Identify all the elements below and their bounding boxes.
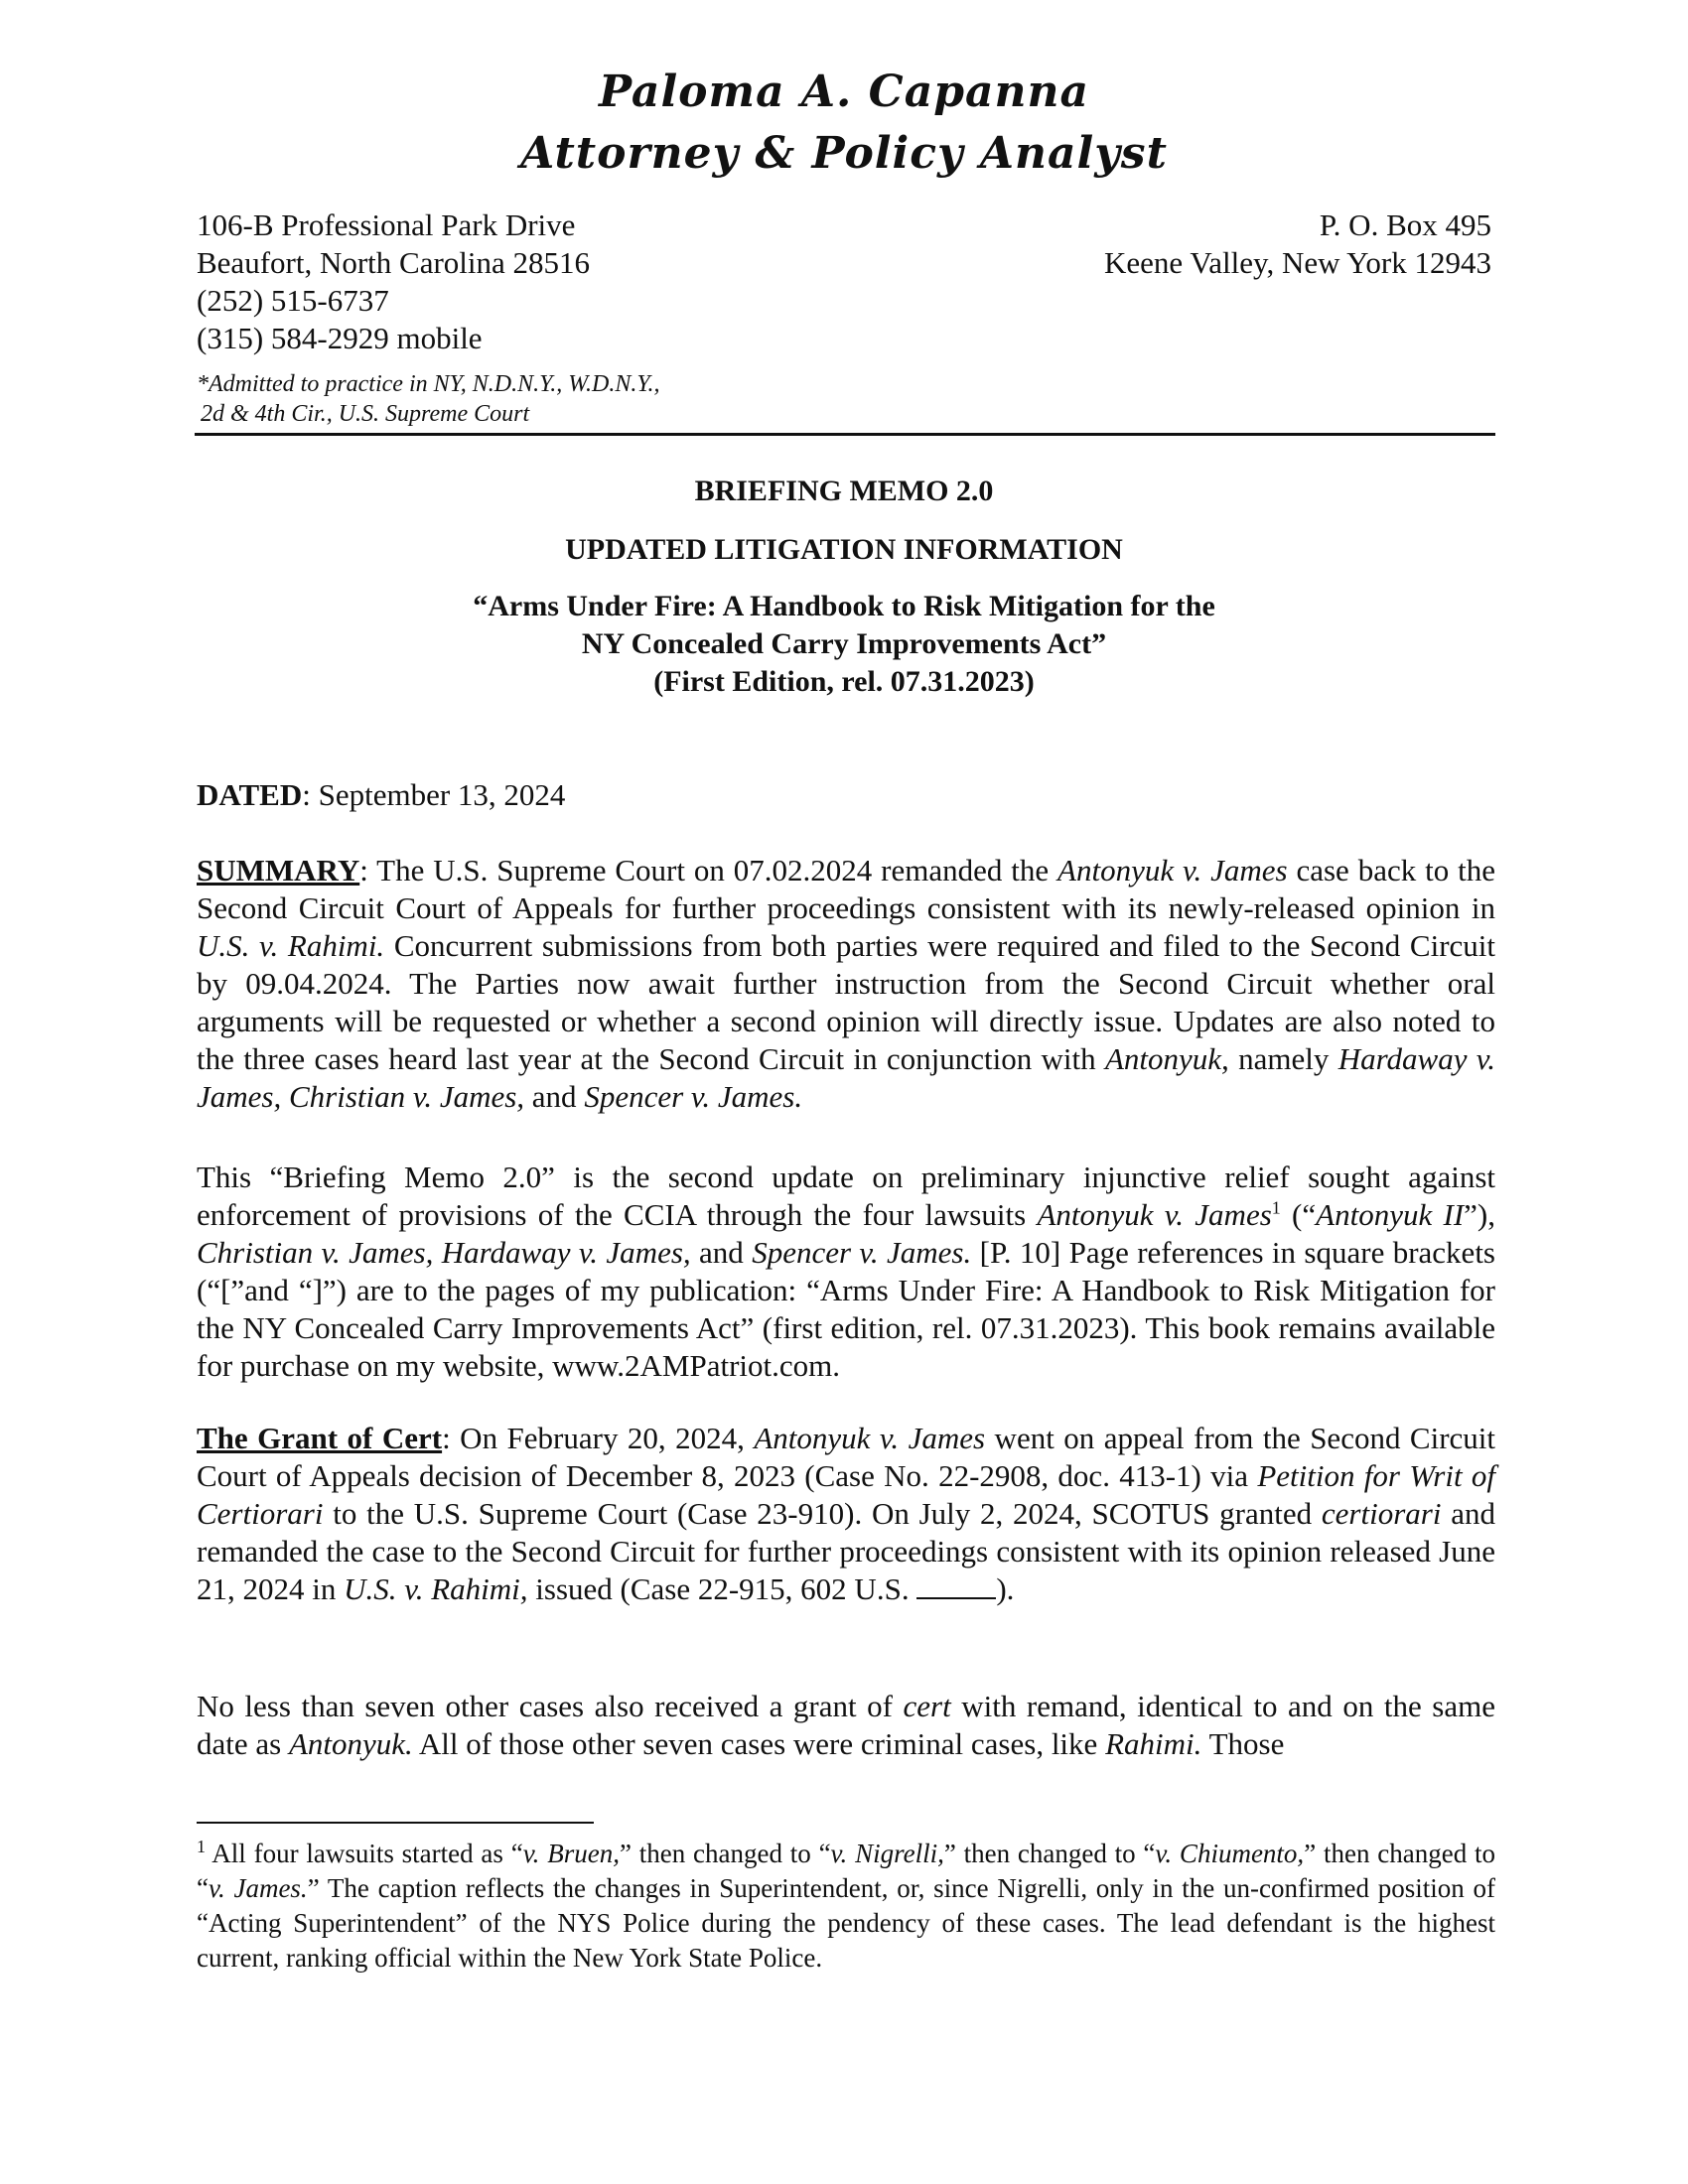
- memo-title: BRIEFING MEMO 2.0: [694, 475, 994, 507]
- text-run: : On February 20, 2024,: [442, 1421, 755, 1455]
- text-run: went on appeal from the Second Circuit Court of Appeals decision of December 8, 2023 (Case No. 22-2908, doc. 413-1) via: [197, 1421, 1496, 1493]
- case-name: U.S. v. Rahimi,: [344, 1571, 528, 1606]
- case-name: Antonyuk v. James: [1037, 1197, 1272, 1232]
- grant-paragraph: [197, 1420, 1495, 1608]
- text-run: ” then changed to “: [619, 1839, 831, 1868]
- text-run: All four lawsuits started as “: [206, 1839, 523, 1868]
- dated-line: [197, 776, 1495, 814]
- footnote-divider: [197, 1822, 594, 1824]
- text-run: No less than seven other cases also received a grant of: [197, 1689, 904, 1723]
- book-edition: (First Edition, rel. 07.31.2023): [653, 665, 1035, 698]
- case-name: Spencer v. James.: [752, 1235, 972, 1270]
- address-line: Keene Valley, New York 12943: [1103, 245, 1491, 280]
- term: cert: [903, 1689, 951, 1723]
- address-right: [1104, 206, 1491, 282]
- text-run: with remand, identical to and on the same date as: [197, 1689, 1495, 1761]
- dated-label: DATED: [197, 777, 303, 812]
- text-run: : The U.S. Supreme Court on 07.02.2024 remanded the: [359, 853, 1058, 887]
- seven-cases-paragraph: [197, 1688, 1495, 1763]
- letterhead-name: Paloma A. Capanna: [599, 67, 1089, 117]
- book-title-line: NY Concealed Carry Improvements Act”: [581, 627, 1107, 660]
- case-name: Spencer v. James.: [584, 1079, 803, 1114]
- header-divider: [195, 433, 1495, 436]
- case-name: v. James.: [208, 1873, 308, 1903]
- phone: (252) 515-6737: [197, 283, 389, 318]
- admission-note: [197, 369, 660, 429]
- text-run: and remanded the case to the Second Circuit for further proceedings consistent with its opinion released June 21, 2024 in: [197, 1496, 1495, 1606]
- text-run: (“: [1280, 1197, 1317, 1232]
- case-name: Antonyuk v. James: [1057, 853, 1288, 887]
- address-line: P. O. Box 495: [1319, 207, 1491, 242]
- case-name: certiorari: [1321, 1496, 1442, 1531]
- text-run: All of those other seven cases were criminal cases, like: [412, 1726, 1106, 1761]
- text-run: Concurrent submissions from both parties were required and filed to the Second Circuit by 09.04.2024. The Parties now await further instruction from the Second Circuit whether oral arguments will be requested or whether a second opinion will directly issue. Updates are also noted to the three cases heard last year at the Second Circuit in conjunction with: [197, 928, 1495, 1076]
- text-run: case back to the Second Circuit Court of Appeals for further proceedings consistent with its newly-released opinion in: [197, 853, 1495, 925]
- case-name: Christian v. James, Hardaway v. James,: [197, 1235, 691, 1270]
- summary-label: SUMMARY: [197, 853, 360, 887]
- dated-value: : September 13, 2024: [302, 777, 566, 812]
- book-title-line: “Arms Under Fire: A Handbook to Risk Mitigation for the: [473, 590, 1215, 622]
- summary-paragraph: [197, 852, 1495, 1116]
- admission-line: *Admitted to practice in NY, N.D.N.Y., W.D.N.Y.,: [197, 371, 660, 397]
- text-run: and: [524, 1079, 585, 1114]
- footnote-reference[interactable]: 1: [1271, 1197, 1281, 1218]
- text-run: and: [690, 1235, 753, 1270]
- memo-subtitle: UPDATED LITIGATION INFORMATION: [565, 533, 1123, 566]
- address-left: [197, 206, 590, 357]
- text-run: Those: [1201, 1726, 1285, 1761]
- footnote: [197, 1837, 1495, 1976]
- text-run: issued (Case 22-915, 602 U.S.: [527, 1571, 917, 1606]
- text-run: ” then changed to “: [197, 1839, 1495, 1903]
- case-name: Rahimi.: [1105, 1726, 1202, 1761]
- case-name: Antonyuk.: [288, 1726, 413, 1761]
- text-run: to the U.S. Supreme Court (Case 23-910). On July 2, 2024, SCOTUS granted: [323, 1496, 1322, 1531]
- case-name: v. Chiumento,: [1155, 1839, 1305, 1868]
- grant-label: The Grant of Cert: [197, 1421, 443, 1455]
- book-title: [0, 588, 1688, 701]
- case-name: U.S. v. Rahimi.: [197, 928, 385, 963]
- text-run: namely: [1228, 1041, 1338, 1076]
- address-line: 106-B Professional Park Drive: [197, 207, 576, 242]
- text-run: This “Briefing Memo 2.0” is the second update on preliminary injunctive relief sought against enforcement of provisions of the CCIA through the four lawsuits: [197, 1160, 1495, 1232]
- phone-mobile: (315) 584-2929 mobile: [197, 321, 483, 355]
- case-name: Antonyuk v. James: [754, 1421, 986, 1455]
- letterhead: [0, 62, 1688, 184]
- case-name: v. Nigrelli,: [830, 1839, 944, 1868]
- letterhead-title: Attorney & Policy Analyst: [520, 127, 1168, 179]
- case-name: Petition for Writ of Certiorari: [197, 1458, 1495, 1531]
- case-name: Antonyuk,: [1104, 1041, 1229, 1076]
- case-name: Hardaway v. James, Christian v. James,: [197, 1041, 1495, 1114]
- citation-blank: [916, 1596, 996, 1599]
- briefing-paragraph: [197, 1159, 1495, 1385]
- admission-line: 2d & 4th Cir., U.S. Supreme Court: [201, 401, 530, 427]
- case-name: v. Bruen,: [522, 1839, 620, 1868]
- address-line: Beaufort, North Carolina 28516: [197, 245, 591, 280]
- case-name: Antonyuk II: [1316, 1197, 1465, 1232]
- text-run: ).: [996, 1571, 1015, 1606]
- footnote-number: 1: [197, 1837, 206, 1856]
- text-run: [P. 10] Page references in square brackets (“[”and “]”) are to the pages of my publication: “Arms Under Fire: A Handbook to Risk Mitigation for the NY Concealed Carry Improvements Act” (first edition, rel. 07.31.2023). This book remains available for purchase on my website, www.2AMPatriot.com.: [197, 1235, 1495, 1383]
- text-run: ” then changed to “: [943, 1839, 1156, 1868]
- text-run: ” The caption reflects the changes in Superintendent, or, since Nigrelli, only in the un-confirmed position of “Acting Superintendent” of the NYS Police during the pendency of these cases. The lead defendant is the highest current, ranking official within the New York State Police.: [197, 1873, 1495, 1973]
- text-run: ”),: [1464, 1197, 1495, 1232]
